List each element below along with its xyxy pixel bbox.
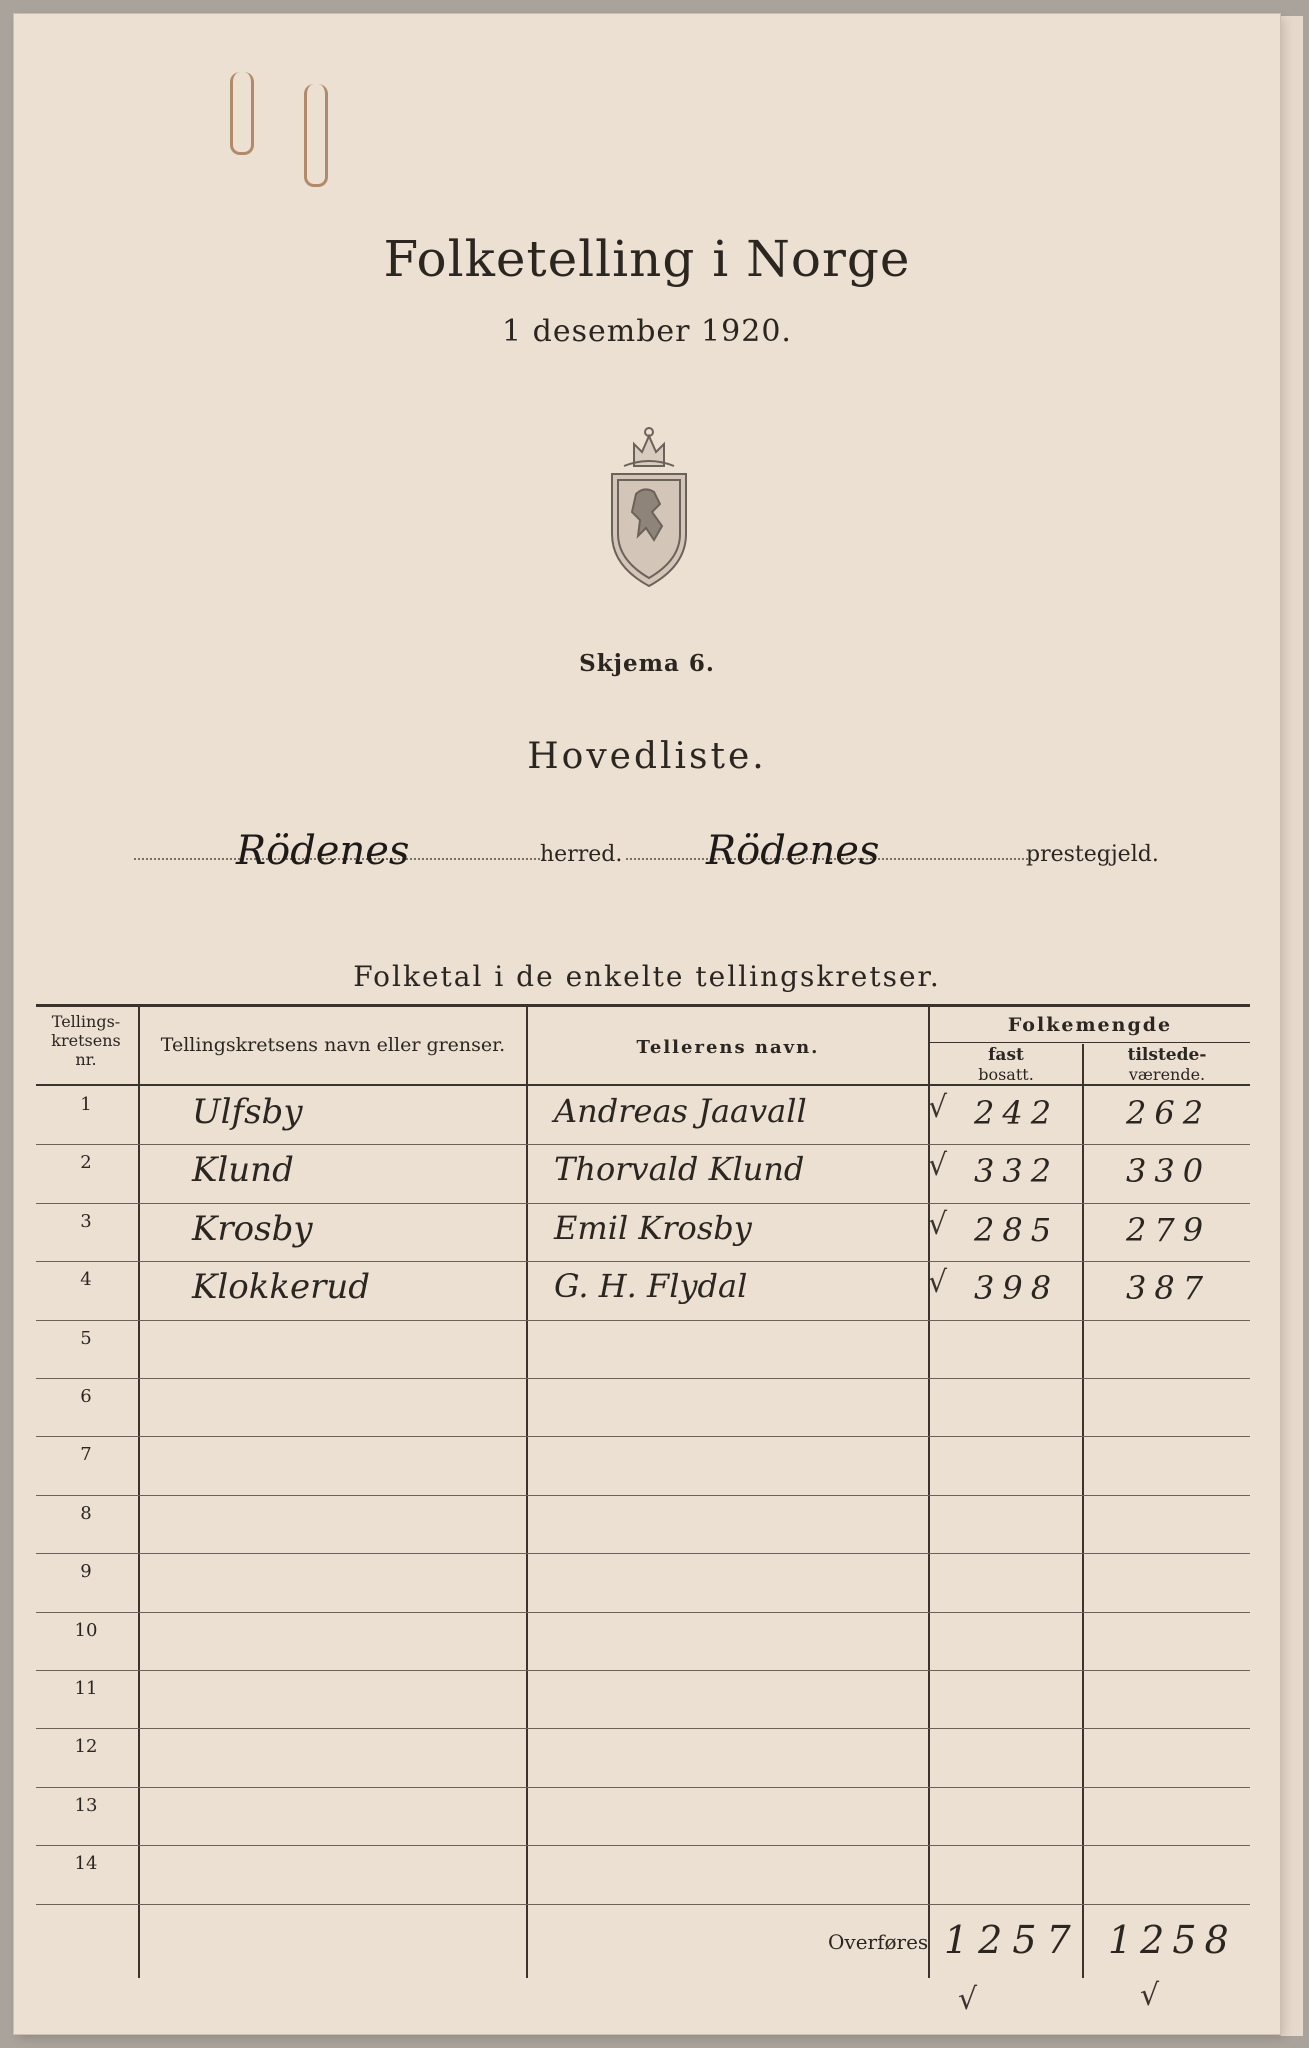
total-fast: 1257 [944,1918,1081,1962]
table-top-rule [36,1004,1250,1007]
header-teller: Tellerens navn. [636,1037,820,1058]
prestegjeld-label: prestegjeld. [1026,842,1159,867]
check-mark-icon: √ [1140,1978,1160,2013]
fast-count: 242 [974,1094,1060,1132]
overfores-label: Overføres [828,1930,929,1954]
paper-clip-mark [230,72,254,155]
col-divider [138,1004,140,1978]
row-rule [36,1320,1250,1321]
district-name: Klokkerud [192,1267,370,1308]
row-rule [36,1845,1250,1846]
col-divider [1082,1044,1084,1978]
tilstede-count: 262 [1126,1094,1212,1132]
row-number: 11 [74,1678,98,1699]
header-name: Tellingskretsens navn eller grenser. [160,1034,506,1056]
group-rule [930,1042,1250,1043]
row-number: 12 [74,1736,98,1758]
herred-label: herred. [540,842,623,867]
prestegjeld-value: Rödenes [706,828,880,874]
row-rule [36,1670,1250,1671]
row-number: 2 [80,1152,92,1174]
row-number: 9 [80,1561,92,1583]
header-fast-line: fast [988,1045,1024,1065]
header-tilstede-line: tilstede- [1127,1045,1207,1065]
row-number: 5 [80,1327,92,1349]
fast-count: 332 [974,1152,1060,1191]
row-number: 1 [80,1094,92,1115]
teller-name: Emil Krosby [554,1208,752,1247]
row-rule [36,1495,1250,1496]
row-number: 10 [74,1619,98,1641]
row-rule [36,1553,1250,1554]
row-rule [36,1904,1250,1905]
header-fast-line: bosatt. [978,1065,1034,1084]
header-nr [36,1012,136,1069]
tilstede-count: 279 [1126,1210,1212,1249]
fast-count: 285 [974,1210,1060,1249]
teller-name: G. H. Flydal [554,1267,748,1306]
row-number: 14 [74,1853,98,1875]
row-rule [36,1378,1250,1379]
row-rule [36,1612,1250,1613]
district-name: Krosby [192,1208,313,1249]
herred-value: Rödenes [236,828,410,874]
row-rule [36,1261,1250,1262]
row-number: 8 [80,1502,92,1524]
header-nr-line: Tellings- [51,1012,121,1031]
header-tilstede-line: værende. [1128,1065,1206,1084]
row-rule [36,1144,1250,1145]
check-mark-icon: √ [928,1090,948,1125]
table-subheading: Folketal i de enkelte tellingskretser. [353,960,941,993]
row-rule [36,1787,1250,1788]
check-mark-icon: √ [928,1206,948,1242]
header-bottom-rule [36,1084,1250,1086]
row-number: 7 [80,1444,92,1466]
row-number: 6 [80,1386,92,1407]
header-nr-line: kretsens [51,1031,121,1050]
tilstede-count: 330 [1126,1152,1212,1191]
district-name: Ulfsby [192,1092,303,1132]
schema-label: Skjema 6. [579,650,715,677]
district-name: Klund [192,1150,294,1191]
row-rule [36,1728,1250,1729]
teller-name: Thorvald Klund [554,1150,805,1189]
total-tilstede: 1258 [1108,1918,1237,1962]
coat-of-arms-icon [604,416,694,591]
header-tilstede [1084,1046,1250,1084]
main-heading: Hovedliste. [527,736,767,777]
census-sheet [14,14,1280,2034]
fast-count: 398 [974,1269,1060,1308]
tilstede-count: 387 [1126,1269,1212,1308]
paper-clip-mark [304,84,328,187]
row-number: 4 [80,1269,92,1291]
check-mark-icon: √ [928,1148,948,1184]
page-edge [1280,16,1303,2036]
check-mark-icon: √ [958,1982,978,2017]
census-date: 1 desember 1920. [502,314,792,349]
header-nr-line: nr. [75,1050,97,1069]
header-fast [930,1046,1082,1084]
header-folkemengde: Folkemengde [1007,1014,1173,1036]
row-rule [36,1203,1250,1204]
row-number: 13 [74,1794,98,1816]
check-mark-icon: √ [928,1265,948,1301]
document-title: Folketelling i Norge [383,230,911,288]
row-number: 3 [80,1210,92,1232]
teller-name: Andreas Jaavall [554,1092,807,1130]
col-divider [526,1004,528,1978]
row-rule [36,1436,1250,1437]
